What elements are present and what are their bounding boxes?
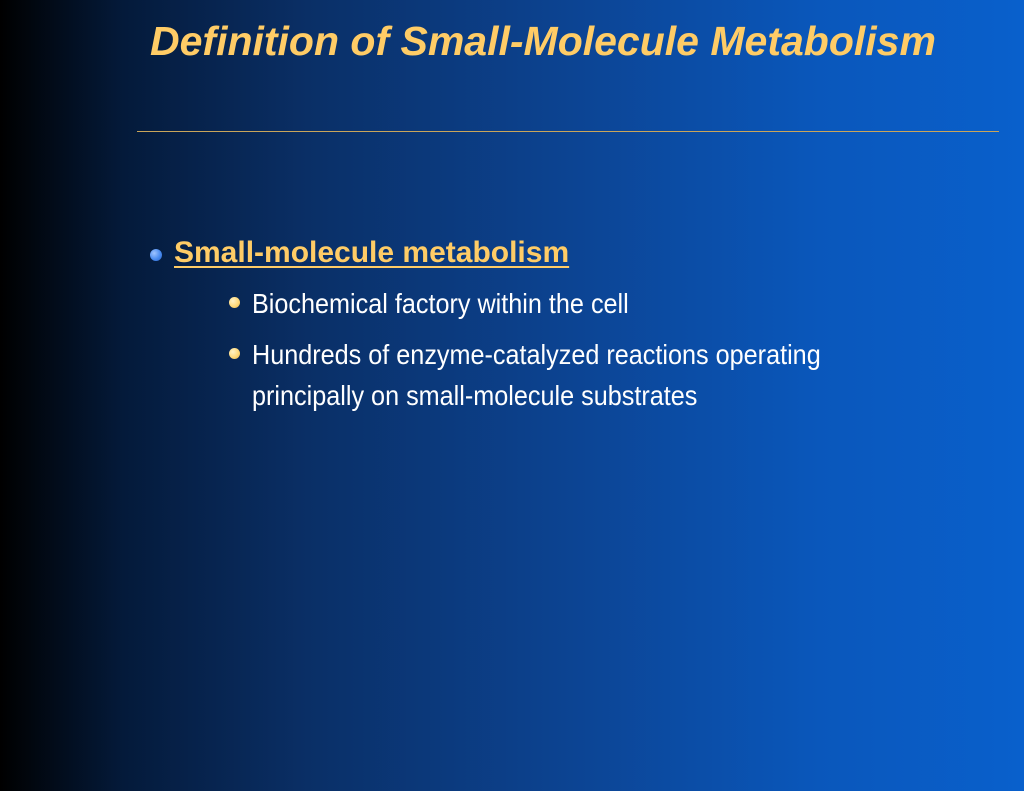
blue-dot-bullet-icon <box>150 249 162 261</box>
sub-bullet-item <box>174 334 1008 416</box>
sub-bullet-text: Biochemical factory within the cell <box>252 288 629 319</box>
slide-content <box>148 233 1008 416</box>
yellow-dot-bullet-icon <box>229 297 240 308</box>
sub-bullet-item <box>174 283 1008 324</box>
small-molecule-metabolism-link[interactable]: Small-molecule metabolism <box>174 236 570 269</box>
yellow-dot-bullet-icon <box>229 348 240 359</box>
bullet-item-level1 <box>148 233 1008 416</box>
sub-bullet-text: Hundreds of enzyme-catalyzed reactions operating principally on small-molecule substrates <box>252 339 821 411</box>
slide-title: Definition of Small-Molecule Metabolism <box>150 18 936 64</box>
title-divider <box>137 131 999 132</box>
sub-bullet-list <box>174 283 1008 416</box>
